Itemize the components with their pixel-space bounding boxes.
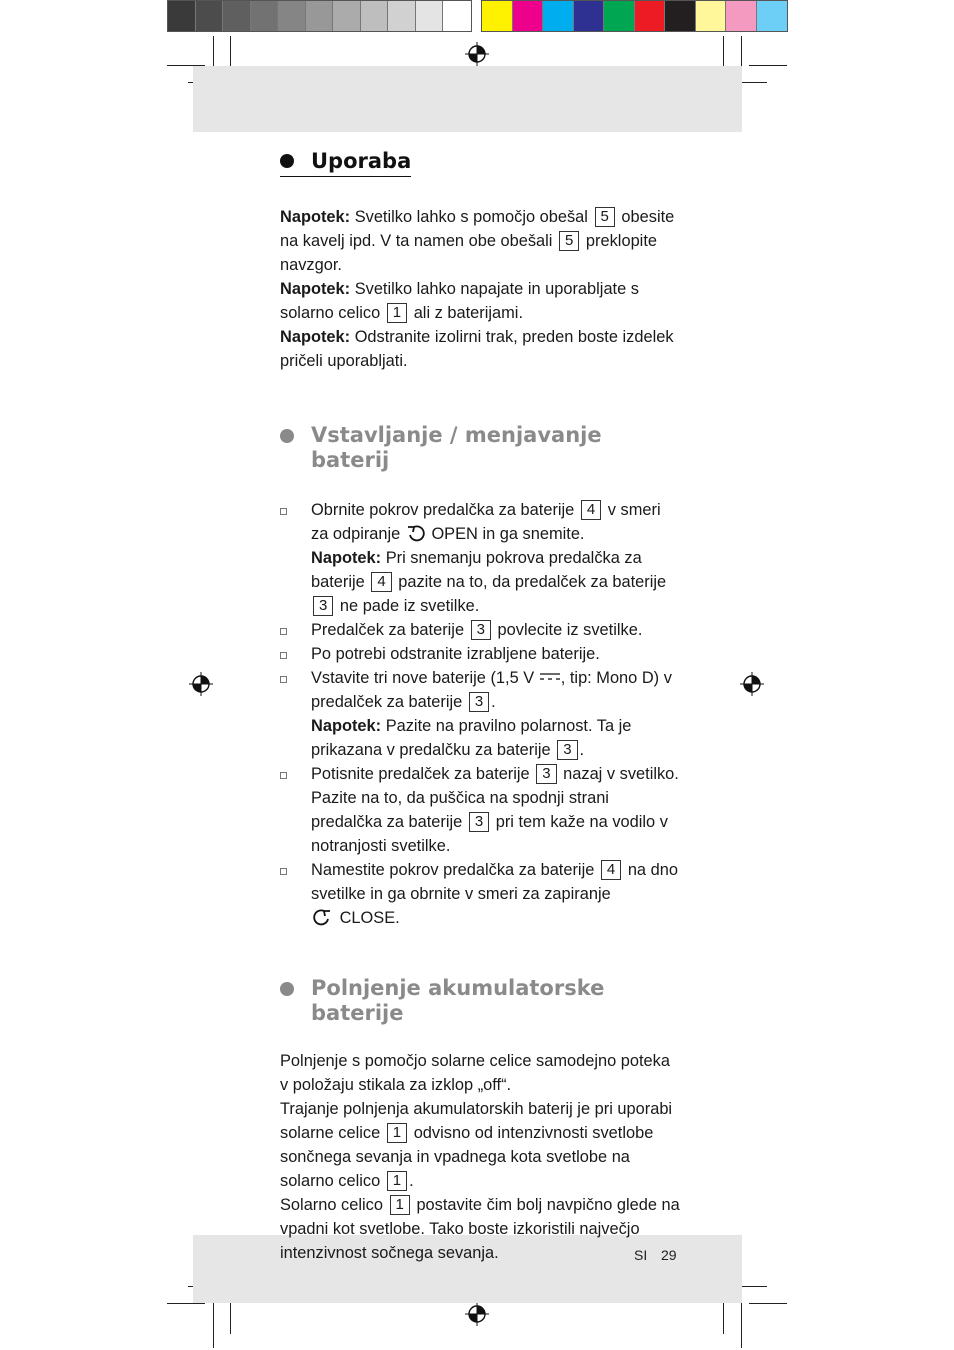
- process-color-bar: [481, 0, 788, 32]
- color-swatch: [574, 1, 605, 31]
- color-swatch: [278, 1, 306, 31]
- list-item: Predalček za baterije 3 povlecite iz svetilke.: [280, 618, 680, 642]
- color-swatch: [306, 1, 334, 31]
- color-swatch: [251, 1, 279, 31]
- crop-mark: [741, 36, 742, 68]
- reference-number: 3: [557, 740, 577, 760]
- bullet-dot-icon: [280, 154, 294, 168]
- color-swatch: [223, 1, 251, 31]
- color-swatch: [757, 1, 788, 31]
- square-bullet-icon: [280, 508, 287, 515]
- color-swatch: [513, 1, 544, 31]
- square-bullet-icon: [280, 772, 287, 779]
- reference-number: 3: [313, 596, 333, 616]
- body-paragraph: Polnjenje s pomočjo solarne celice samodejno poteka v položaju stikala za izklop „off“.: [280, 1052, 670, 1094]
- section-heading-uporaba: Uporaba: [280, 148, 411, 177]
- page-number: 29: [661, 1247, 677, 1263]
- color-swatch: [635, 1, 666, 31]
- reference-number: 4: [601, 860, 621, 880]
- reference-number: 3: [536, 764, 556, 784]
- reference-number: 3: [471, 620, 491, 640]
- bullet-dot-icon: [280, 982, 294, 996]
- color-swatch: [443, 1, 470, 31]
- registration-mark-icon: [740, 672, 764, 696]
- color-swatch: [333, 1, 361, 31]
- reference-number: 5: [595, 207, 615, 227]
- crop-mark: [230, 36, 231, 70]
- note-paragraph: Napotek: Svetilko lahko s pomočjo obešal 5 obesite na kavelj ipd. V ta namen obe obešali 5 preklopite navzgor.: [280, 208, 675, 274]
- crop-mark: [749, 1303, 787, 1304]
- reference-number: 1: [387, 1123, 407, 1143]
- section-heading-batteries: Vstavljanje / menjavanje baterij: [280, 423, 680, 473]
- reference-number: 3: [469, 692, 489, 712]
- color-swatch: [361, 1, 389, 31]
- page-content: [280, 148, 680, 1265]
- color-swatch: [482, 1, 513, 31]
- list-item: Obrnite pokrov predalčka za baterije 4 v smeri za odpiranje OPEN in ga snemite. Napotek: Pri snemanju pokrova predalčka za baterije 4 pazite na to, da predalček za baterije 3 ne pade iz svetilke.: [280, 498, 680, 618]
- color-swatch: [665, 1, 696, 31]
- crop-mark: [723, 1300, 724, 1334]
- square-bullet-icon: [280, 628, 287, 635]
- registration-mark-icon: [189, 672, 213, 696]
- registration-mark-icon: [465, 42, 489, 66]
- note-paragraph: Napotek: Svetilko lahko napajate in uporabljate s solarno celico 1 ali z baterijami.: [280, 280, 639, 322]
- crop-mark: [723, 36, 724, 70]
- square-bullet-icon: [280, 676, 287, 683]
- crop-mark: [213, 1300, 214, 1348]
- color-swatch: [696, 1, 727, 31]
- crop-mark: [213, 36, 214, 68]
- dc-voltage-icon: [539, 670, 561, 682]
- crop-mark: [742, 82, 767, 83]
- color-swatch: [196, 1, 224, 31]
- list-item: Vstavite tri nove baterije (1,5 V , tip: Mono D) v predalček za baterije 3 . Napotek: Pazite na pravilno polarnost. Ta je prikazana v predalčku za baterije 3 .: [280, 666, 680, 762]
- reference-number: 4: [581, 500, 601, 520]
- crop-mark: [749, 65, 787, 66]
- body-paragraph: Solarno celico 1 postavite čim bolj navpično glede na vpadni kot svetlobe. Tako boste izkoristili največjo intenzivnost sočnega sevanja.: [280, 1196, 680, 1262]
- reference-number: 5: [559, 231, 579, 251]
- color-swatch: [388, 1, 416, 31]
- rotate-open-icon: [405, 524, 427, 542]
- square-bullet-icon: [280, 868, 287, 875]
- crop-mark: [741, 1300, 742, 1348]
- crop-mark: [230, 1300, 231, 1334]
- reference-number: 3: [469, 812, 489, 832]
- color-swatch: [726, 1, 757, 31]
- crop-mark: [167, 1303, 205, 1304]
- reference-number: 4: [371, 572, 391, 592]
- registration-mark-icon: [465, 1302, 489, 1326]
- color-swatch: [543, 1, 574, 31]
- rotate-close-icon: [311, 908, 335, 926]
- section-heading-charging: Polnjenje akumulatorske baterije: [280, 976, 680, 1026]
- note-paragraph: Napotek: Odstranite izolirni trak, preden boste izdelek pričeli uporabljati.: [280, 328, 674, 370]
- square-bullet-icon: [280, 652, 287, 659]
- crop-mark: [742, 1286, 767, 1287]
- color-swatch: [416, 1, 444, 31]
- gray-color-bar: [167, 0, 472, 32]
- list-item: Namestite pokrov predalčka za baterije 4 na dno svetilke in ga obrnite v smeri za zapiranje CLOSE.: [280, 858, 680, 930]
- reference-number: 1: [387, 1171, 407, 1191]
- list-item: Potisnite predalček za baterije 3 nazaj v svetilko. Pazite na to, da puščica na spodnji strani predalčka za baterije 3 pri tem kaže na vodilo v notranjosti svetilke.: [280, 762, 680, 858]
- reference-number: 1: [390, 1195, 410, 1215]
- header-band: [193, 66, 742, 132]
- instruction-list: [280, 498, 680, 930]
- reference-number: 1: [387, 303, 407, 323]
- bullet-dot-icon: [280, 429, 294, 443]
- color-swatch: [168, 1, 196, 31]
- body-paragraph: Trajanje polnjenja akumulatorskih baterij je pri uporabi solarne celice 1 odvisno od intenzivnosti svetlobe sončnega sevanja in vpadnega kota svetlobe na solarno celico 1 .: [280, 1100, 673, 1190]
- footer-language: SI: [634, 1247, 648, 1263]
- list-item: Po potrebi odstranite izrabljene baterije.: [280, 642, 680, 666]
- color-swatch: [604, 1, 635, 31]
